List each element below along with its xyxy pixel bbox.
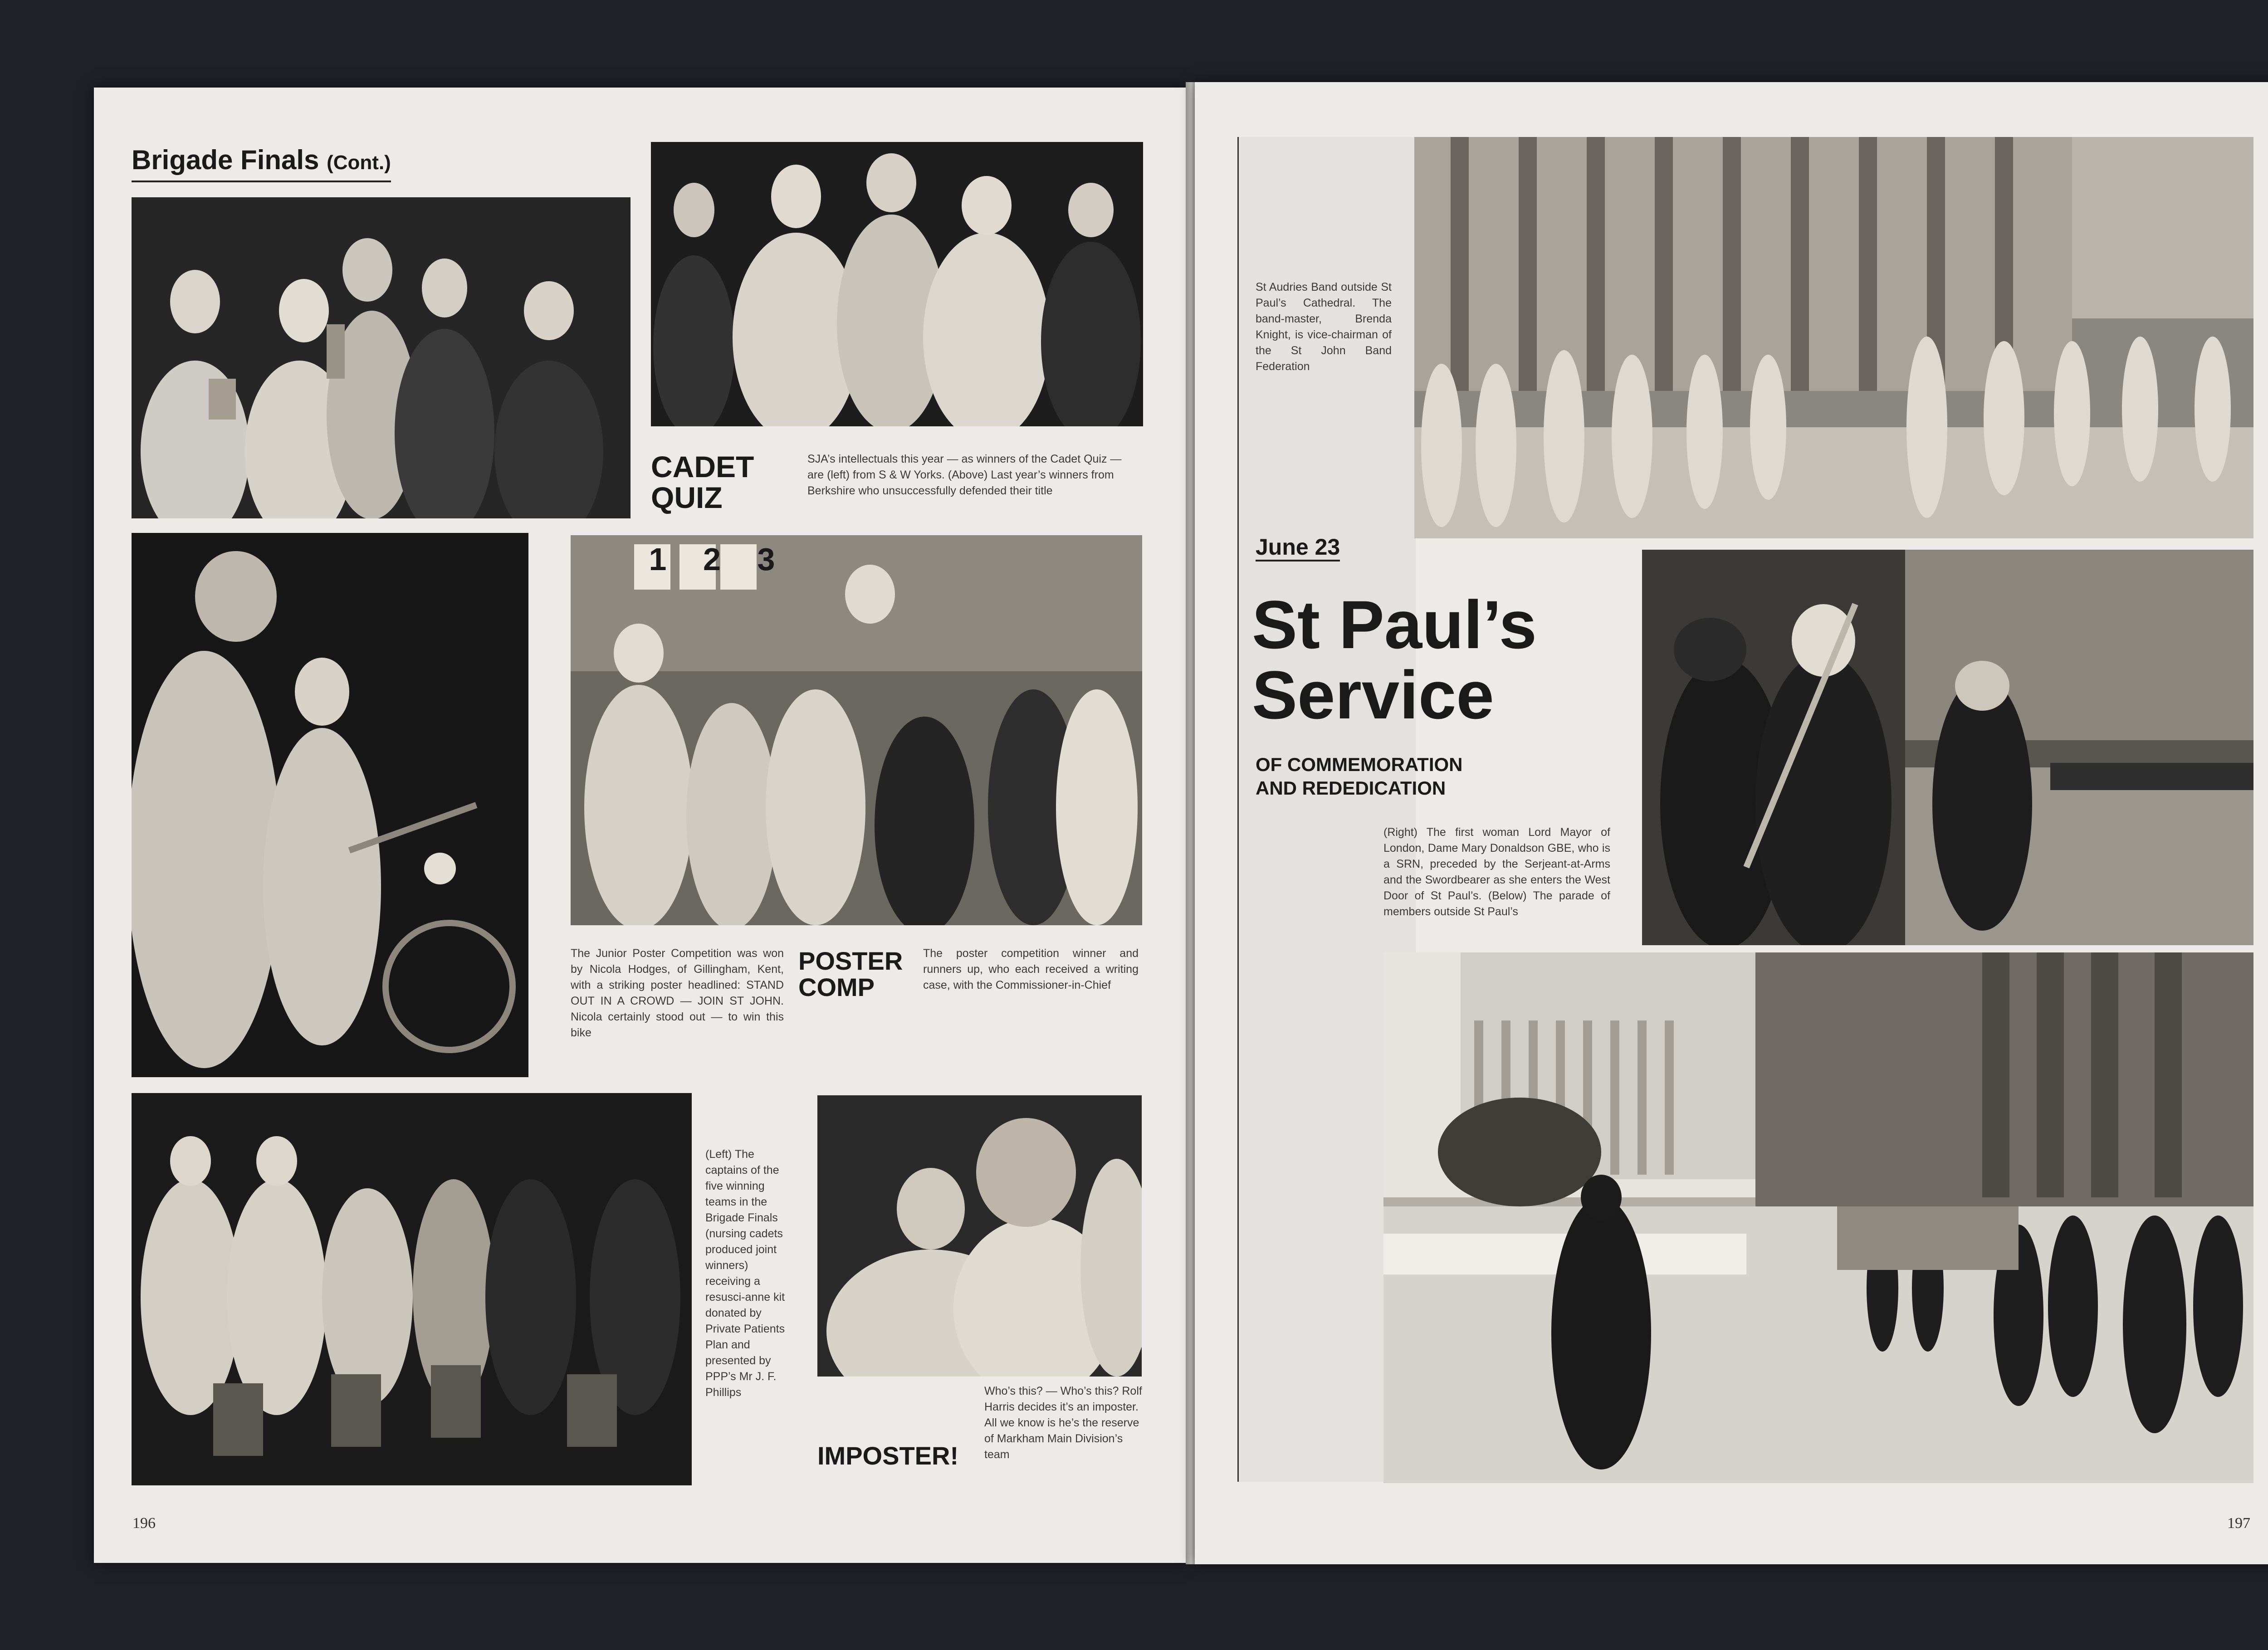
service-subtitle-line2: AND REDEDICATION: [1256, 777, 1446, 799]
lord-mayor-caption: (Right) The first woman Lord Mayor of London, Dame Mary Donaldson GBE, who is a SRN, preceded by the Serjeant-at-Arms and the Swordbearer as she enters the West Door of St Paul’s. (Below) The parade of members outside St Paul’s: [1383, 826, 1610, 918]
service-title: [1252, 586, 1537, 733]
photo-st-audries-band: [1414, 137, 2253, 538]
photo-cadet-quiz-winners: [132, 197, 631, 518]
photo-parade-outside-st-pauls: [1383, 952, 2253, 1483]
service-title-line2: Service: [1252, 657, 1494, 733]
poster-comp-heading: [798, 948, 903, 1001]
page-number-left: 196: [132, 1515, 156, 1532]
imposter-heading: IMPOSTER!: [817, 1441, 959, 1470]
cadet-quiz-heading: [651, 451, 754, 513]
service-date: June 23: [1256, 534, 1340, 561]
poster-board-numbers: [635, 539, 789, 580]
poster-number-3: 3: [757, 542, 775, 577]
poster-comp-caption-right: The poster competition winner and runners up, who each received a writing case, with the Commissioner-in-Chief: [923, 947, 1139, 991]
photo-lord-mayor-procession: [1642, 550, 2253, 945]
cadet-quiz-heading-line1: CADET: [651, 450, 754, 483]
band-caption: St Audries Band outside St Paul’s Cathedral. The band-master, Brenda Knight, is vice-chairman of the St John Band Federation: [1256, 281, 1392, 373]
poster-comp-heading-line2: COMP: [798, 973, 875, 1001]
poster-comp-caption-left: The Junior Poster Competition was won by Nicola Hodges, of Gillingham, Kent, with a striking poster headlined: STAND OUT IN A CROWD — JOIN ST JOHN. Nicola certainly stood out — to win this bike: [571, 947, 784, 1039]
cadet-quiz-heading-line2: QUIZ: [651, 481, 723, 514]
resusci-kit-caption: (Left) The captains of the five winning teams in the Brigade Finals (nursing cadets produced joint winners) receiving a resusci-anne kit donated by Private Patients Plan and presented by PPP’s Mr J. F. Phillips: [705, 1148, 785, 1399]
imposter-caption: Who’s this? — Who’s this? Rolf Harris decides it’s an imposter. All we know is he’s the reserve of Markham Main Division’s team: [984, 1385, 1142, 1461]
photo-bike-winner: [132, 533, 528, 1077]
poster-number-2: 2: [703, 542, 721, 577]
poster-number-1: 1: [649, 542, 667, 577]
section-title-text: Brigade Finals: [132, 145, 319, 175]
service-subtitle: [1256, 753, 1463, 800]
section-title: [132, 144, 391, 182]
cadet-quiz-caption: SJA’s intellectuals this year — as winners of the Cadet Quiz — are (left) from S & W Yorks. (Above) Last year’s winners from Berkshire who unsuccessfully defended their title: [807, 453, 1122, 497]
photo-last-year-quiz-team: [651, 142, 1143, 426]
service-subtitle-line1: OF COMMEMORATION: [1256, 754, 1463, 775]
page-number-right: 197: [2227, 1515, 2250, 1532]
photo-resusci-kit-presentation: [132, 1093, 692, 1485]
section-title-suffix: (Cont.): [327, 151, 391, 174]
photo-poster-competition-group: [571, 535, 1142, 925]
photo-imposter-rolf-harris: [817, 1095, 1142, 1377]
service-title-line1: St Paul’s: [1252, 586, 1537, 663]
poster-comp-heading-line1: POSTER: [798, 947, 903, 975]
